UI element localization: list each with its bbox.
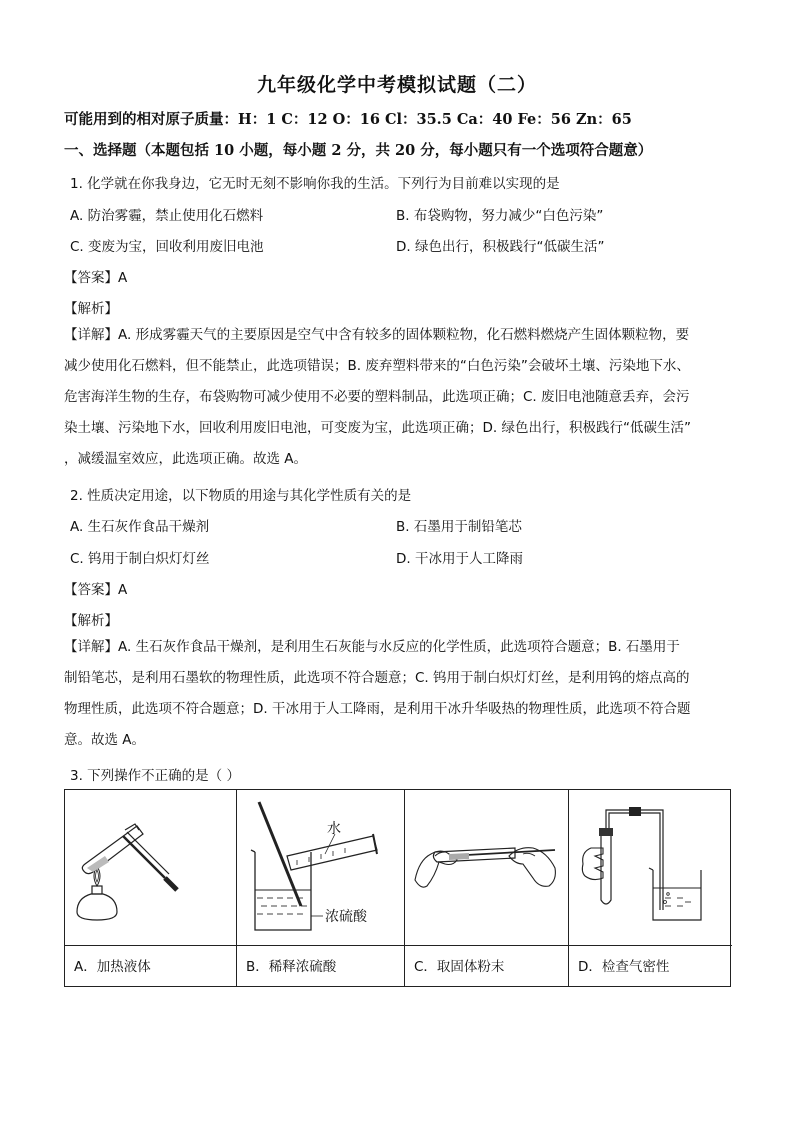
page-title: 九年级化学中考模拟试题（二） xyxy=(256,74,537,96)
taking-powder-illustration xyxy=(405,790,568,945)
airtightness-check-illustration xyxy=(569,790,732,945)
detail-line: 染土壤、污染地下水，回收利用废旧电池，可变废为宝，此选项正确；D. 绿色出行，积极践行“低碳生活” xyxy=(64,420,691,436)
option-d: D. 干冰用于人工降雨 xyxy=(396,551,523,567)
answer-label: 【答案】A xyxy=(64,582,128,598)
figure-caption: B．稀释浓硫酸 xyxy=(237,945,404,987)
diluting-acid-illustration xyxy=(237,790,404,945)
question-stem: 3. 下列操作不正确的是（ ） xyxy=(70,768,240,784)
detail-paragraph xyxy=(64,320,691,475)
question-stem: 2. 性质决定用途，以下物质的用途与其化学性质有关的是 xyxy=(70,488,412,504)
figure-caption: A．加热液体 xyxy=(65,945,236,987)
figure-cell-a xyxy=(65,790,237,987)
detail-line: ，减缓温室效应，此选项正确。故选 A。 xyxy=(64,451,308,467)
option-b: B. 布袋购物，努力减少“白色污染” xyxy=(396,208,604,224)
atomic-masses: 可能用到的相对原子质量：H：1 C：12 O：16 Cl：35.5 Ca：40 Fe：56 Zn：65 xyxy=(64,111,632,128)
detail-line: 减少使用化石燃料，但不能禁止，此选项错误；B. 废弃塑料带来的“白色污染”会破坏土壤、污染地下水、 xyxy=(64,358,690,374)
analysis-label: 【解析】 xyxy=(64,301,118,317)
heating-liquid-illustration xyxy=(65,790,236,945)
detail-line: 【详解】A. 生石灰作食品干燥剂，是利用生石灰能与水反应的化学性质，此选项符合题意；B. 石墨用于 xyxy=(64,639,680,655)
option-a: A. 防治雾霾，禁止使用化石燃料 xyxy=(70,208,264,224)
figure-cell-b xyxy=(237,790,405,987)
acid-label: 浓硫酸 xyxy=(325,909,367,925)
water-label: 水 xyxy=(327,821,341,837)
detail-line: 意。故选 A。 xyxy=(64,732,146,748)
detail-line: 危害海洋生物的生存，布袋购物可减少使用不必要的塑料制品，此选项正确；C. 废旧电池随意丢弃，会污 xyxy=(64,389,690,405)
figure-caption: D．检查气密性 xyxy=(569,945,732,987)
option-d: D. 绿色出行，积极践行“低碳生活” xyxy=(396,239,605,255)
question-stem: 1. 化学就在你我身边，它无时无刻不影响你我的生活。下列行为目前难以实现的是 xyxy=(70,176,560,192)
detail-line: 物理性质，此选项不符合题意；D. 干冰用于人工降雨，是利用干冰升华吸热的物理性质，此选项不符合题 xyxy=(64,701,691,717)
section-heading: 一、选择题（本题包括 10 小题，每小题 2 分，共 20 分，每小题只有一个选项符合题意） xyxy=(64,142,653,159)
figure-caption: C．取固体粉末 xyxy=(405,945,568,987)
figure-cell-d xyxy=(569,790,732,987)
option-c: C. 钨用于制白炽灯灯丝 xyxy=(70,551,210,567)
figure-cell-c xyxy=(405,790,569,987)
analysis-label: 【解析】 xyxy=(64,613,118,629)
option-b: B. 石墨用于制铅笔芯 xyxy=(396,519,522,535)
detail-line: 制铅笔芯，是利用石墨软的物理性质，此选项不符合题意；C. 钨用于制白炽灯灯丝，是利用钨的熔点高的 xyxy=(64,670,690,686)
option-a: A. 生石灰作食品干燥剂 xyxy=(70,519,210,535)
figure-table xyxy=(64,789,731,987)
detail-paragraph xyxy=(64,632,690,756)
option-c: C. 变废为宝，回收利用废旧电池 xyxy=(70,239,264,255)
detail-line: 【详解】A. 形成雾霾天气的主要原因是空气中含有较多的固体颗粒物，化石燃料燃烧产生固体颗粒物，要 xyxy=(64,327,690,343)
answer-label: 【答案】A xyxy=(64,270,128,286)
